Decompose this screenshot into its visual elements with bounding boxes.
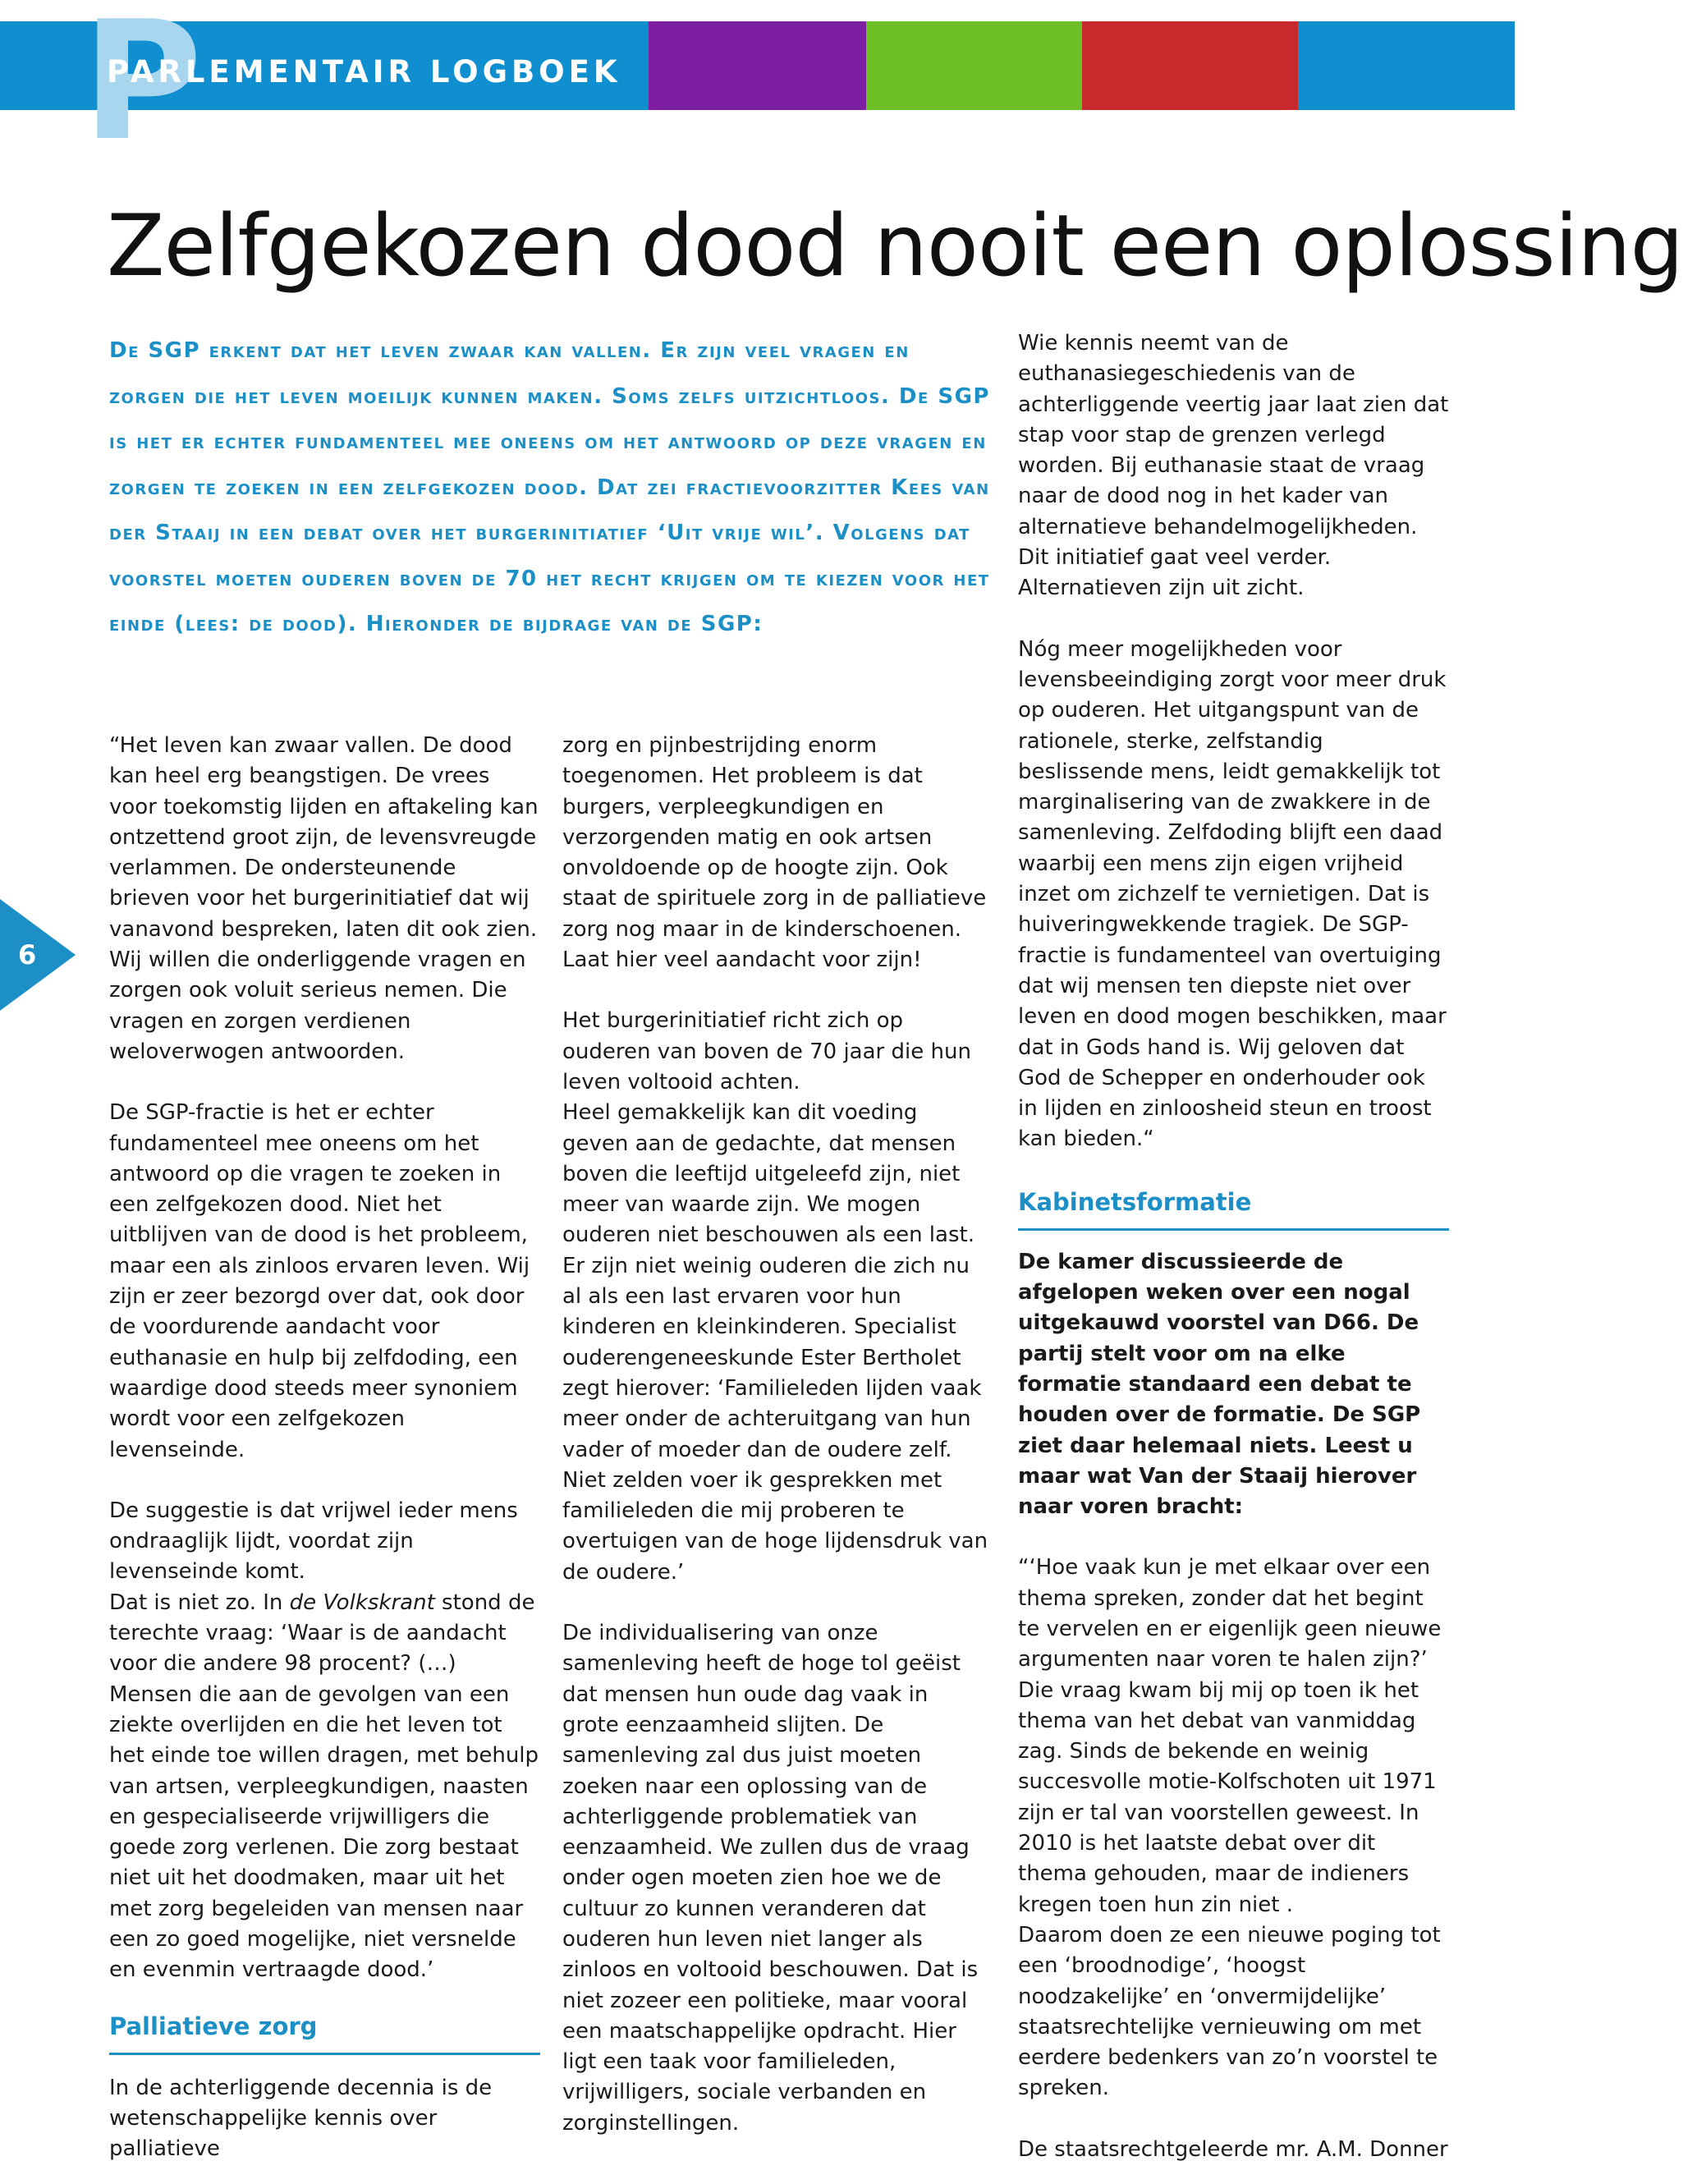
subheading-kabinetsformatie: Kabinetsformatie [1018,1186,1449,1231]
page-number-tab [0,899,76,1011]
header-bar-red [1082,21,1298,110]
paragraph: Daarom doen ze een nieuwe poging tot een ‘broodnodige’, ‘hoogst noodzakelijke’ en ‘onvermijdelijke’ staatsrechtelijke vernieuwing om met eerdere bedenkers van zo’n voorstel te spreken. [1018,1922,1441,2101]
column-3 [1018,328,1449,2165]
paragraph: “‘Hoe vaak kun je met elkaar over een thema spreken, zonder dat het begint te vervelen en er eigenlijk geen nieuwe argumenten naar voren te halen zijn?’ Die vraag kwam bij mij op toen ik het thema van het debat van vanmiddag zag. Sinds de bekende en weinig succesvolle motie-Kolfschoten uit 1971 zijn er tal van voorstellen geweest. In 2010 is het laatste debat over dit thema gehouden, maar de indieners kregen toen hun zin niet . [1018,1555,1442,1917]
paragraph-text: stond de terechte vraag: ‘Waar is de aandacht voor die andere 98 procent? (…) Mensen die aan de gevolgen van een ziekte overlijden en die het leven tot het einde toe willen dragen, met behulp van artsen, verpleegkundigen, naasten en gespecialiseerde vrijwilligers die goede zorg verlenen. Die zorg bestaat niet uit het doodmaken, maar uit het met zorg begeleiden van mensen naar een zo goed mogelijke, niet versnelde en evenmin vertraagde dood.’ [109,1590,539,1983]
column-1 [109,731,540,2164]
paragraph: De staatsrechtgeleerde mr. A.M. Donner [1018,2136,1448,2162]
article-intro: De SGP erkent dat het leven zwaar kan vallen. Er zijn veel vragen en zorgen die het leven moeilijk kunnen maken. Soms zelfs uitzichtloos. De SGP is het er echter fundamenteel mee oneens om het antwoord op deze vragen en zorgen te zoeken in een zelfgekozen dood. Dat zei fractievoorzitter Kees van der Staaij in een debat over het burgerinitiatief ‘Uit vrije wil’. Volgens dat voorstel moeten ouderen boven de 70 het recht krijgen om te kiezen voor het einde (lees: de dood). Hieronder de bijdrage van de SGP: [109,338,990,636]
paragraph-text: Dat is niet zo. In [109,1590,290,1615]
source-name: de Volkskrant [289,1590,435,1615]
section-logo-letter: P [82,0,203,177]
section-label: PARLEMENTAIR LOGBOEK [107,54,621,89]
paragraph: Heel gemakkelijk kan dit voeding geven aan de gedachte, dat mensen boven die leeftijd uitgeleefd zijn, niet meer van waarde zijn. We mogen ouderen niet beschouwen als een last. [562,1100,974,1248]
page-number: 6 [18,939,37,970]
paragraph [109,1588,540,1986]
paragraph: De SGP-fractie is het er echter fundamenteel mee oneens om het antwoord op die vragen te zoeken in een zelfgekozen dood. Niet het uitblijven van de dood is het probleem, maar een als zinloos ervaren leven. Wij zijn er zeer bezorgd over dat, ook door de voordurende aandacht voor euthanasie en hulp bij zelfdoding, een waardige dood steeds meer synoniem wordt voor een zelfgekozen levenseinde. [109,1100,530,1462]
paragraph: De suggestie is dat vrijwel ieder mens ondraaglijk lijdt, voordat zijn levenseinde komt. [109,1498,518,1585]
column-2 [562,731,989,2139]
paragraph: Wie kennis neemt van de euthanasiegeschiedenis van de achterliggende veertig jaar laat zien dat stap voor stap de grenzen verlegd worden. Bij euthanasie staat de vraag naar de dood nog in het kader van alternatieve behandelmogelijkheden. Dit initiatief gaat veel verder. Alternatieven zijn uit zicht. [1018,331,1449,601]
paragraph: zorg en pijnbestrijding enorm toegenomen. Het probleem is dat burgers, verpleegkundigen en verzorgenden matig en ook artsen onvoldoende op de hoogte zijn. Ook staat de spirituele zorg in de palliatieve zorg nog maar in de kinderschoenen. Laat hier veel aandacht voor zijn! [562,733,987,973]
paragraph: In de achterliggende decennia is de wetenschappelijke kennis over palliatieve [109,2075,493,2162]
paragraph: De individualisering van onze samenleving heeft de hoge tol geëist dat mensen hun oude dag vaak in grote eenzaamheid slijten. De samenleving zal dus juist moeten zoeken naar een oplossing van de achterliggende problematiek van eenzaamheid. We zullen dus de vraag onder ogen moeten zien hoe we de cultuur zo kunnen veranderen dat ouderen hun leven niet langer als zinloos en voltooid beschouwen. Dat is niet zozeer een politieke, maar vooral een maatschappelijke opdracht. Hier ligt een taak voor familieleden, vrijwilligers, sociale verbanden en zorginstellingen. [562,1621,979,2136]
paragraph: Er zijn niet weinig ouderen die zich nu al als een last ervaren voor hun kinderen en kleinkinderen. Specialist ouderengeneeskunde Ester Bertholet zegt hierover: ‘Familieleden lijden vaak meer onder de achteruitgang van hun vader of moeder dan de oudere zelf. Niet zelden voer ik gesprekken met familieleden die mij proberen te overtuigen van de hoge lijdensdruk van de oudere.’ [562,1253,988,1585]
paragraph: “Het leven kan zwaar vallen. De dood kan heel erg beangstigen. De vrees voor toekomstig lijden en aftakeling kan ontzettend groot zijn, de levensvreugde verlammen. De ondersteunende brieven voor het burgerinitiatief dat wij vanavond bespreken, laten dit ook zien. Wij willen die onderliggende vragen en zorgen ook voluit serieus nemen. Die vragen en zorgen verdienen weloverwogen antwoorden. [109,733,539,1064]
header-bar-purple [649,21,866,110]
lead-paragraph: De kamer discussieerde de afgelopen weken over een nogal uitgekauwd voorstel van D66. De partij stelt voor om na elke formatie standaard een debat te houden over de formatie. De SGP ziet daar helemaal niets. Leest u maar wat Van der Staaij hierover naar voren bracht: [1018,1249,1421,1520]
header-bar-green [866,21,1082,110]
paragraph: Het burgerinitiatief richt zich op ouderen van boven de 70 jaar die hun leven voltooid achten. [562,1008,971,1094]
article-title: Zelfgekozen dood nooit een oplossing [107,197,1683,296]
paragraph: Nóg meer mogelijkheden voor levensbeeindiging zorgt voor meer druk op ouderen. Het uitgangspunt van de rationele, sterke, zelfstandig beslissende mens, leidt gemakkelijk tot marginalisering van de zwakkere in de samenleving. Zelfdoding blijft een daad waarbij een mens zijn eigen vrijheid inzet om zichzelf te vernietigen. Dat is huiveringwekkende tragiek. De SGP-fractie is fundamenteel van overtuiging dat wij mensen ten diepste niet over leven en dood mogen beschikken, maar dat in Gods hand is. Wij geloven dat God de Schepper en onderhouder ook in lijden en zinloosheid steun en troost kan bieden.“ [1018,636,1447,1152]
header-bar-blue-right [1298,21,1515,110]
subheading-palliatieve-zorg: Palliatieve zorg [109,2010,540,2055]
